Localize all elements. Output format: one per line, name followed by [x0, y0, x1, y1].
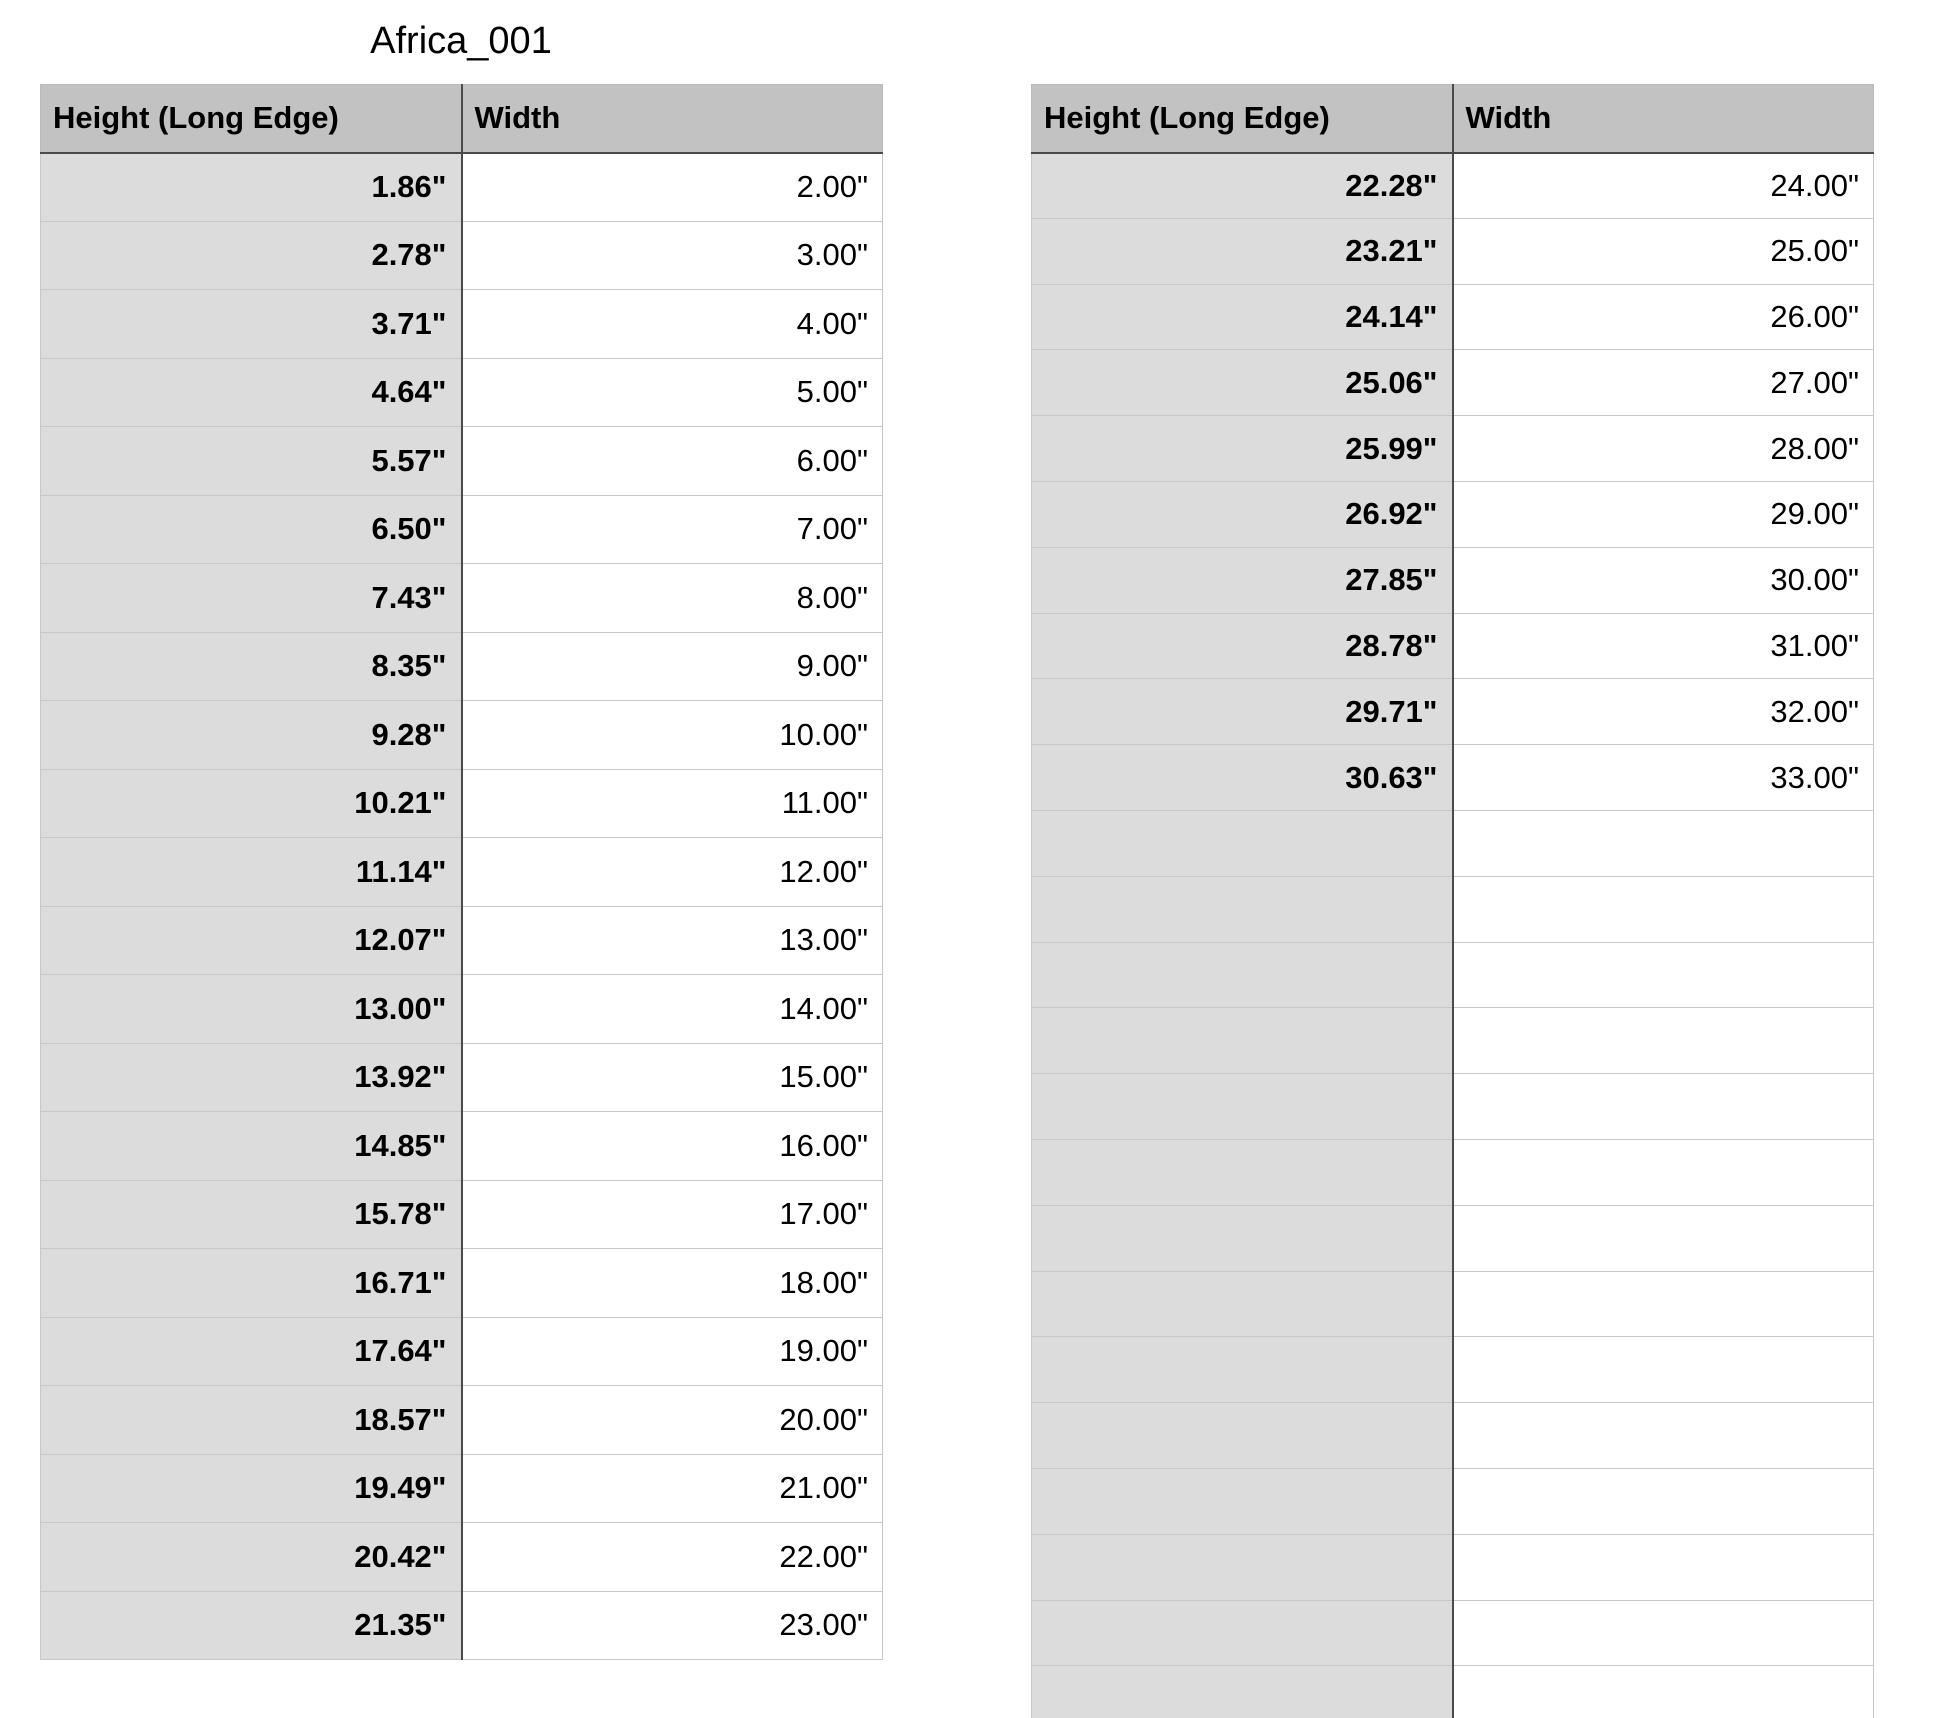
table-row	[1032, 745, 1874, 811]
table-row	[1032, 1600, 1874, 1666]
height-cell[interactable]: 20.42"	[41, 1523, 462, 1592]
width-cell[interactable]: 25.00"	[1453, 218, 1874, 284]
height-cell[interactable]: 1.86"	[41, 153, 462, 222]
height-cell[interactable]	[1032, 876, 1453, 942]
header-height[interactable]: Height (Long Edge)	[1032, 85, 1453, 153]
table-row	[41, 632, 883, 701]
width-cell[interactable]: 18.00"	[462, 1249, 883, 1318]
table-row	[1032, 1205, 1874, 1271]
table-row	[41, 975, 883, 1044]
table-row	[41, 769, 883, 838]
table-row	[1032, 942, 1874, 1008]
table-row	[41, 1317, 883, 1386]
width-cell[interactable]: 10.00"	[462, 701, 883, 770]
width-cell[interactable]	[1453, 1139, 1874, 1205]
table-row	[1032, 1534, 1874, 1600]
width-cell[interactable]: 22.00"	[462, 1523, 883, 1592]
height-cell[interactable]: 30.63"	[1032, 745, 1453, 811]
height-cell[interactable]: 14.85"	[41, 1112, 462, 1181]
width-cell[interactable]: 5.00"	[462, 358, 883, 427]
table-row	[41, 221, 883, 290]
width-cell[interactable]: 32.00"	[1453, 679, 1874, 745]
height-cell[interactable]: 11.14"	[41, 838, 462, 907]
height-cell[interactable]: 7.43"	[41, 564, 462, 633]
height-cell[interactable]: 22.28"	[1032, 153, 1453, 219]
height-cell[interactable]: 5.57"	[41, 427, 462, 496]
table-row	[1032, 810, 1874, 876]
table-row	[41, 153, 883, 222]
table-row	[41, 290, 883, 359]
width-cell[interactable]	[1453, 1600, 1874, 1666]
height-cell[interactable]: 12.07"	[41, 906, 462, 975]
height-cell[interactable]: 24.14"	[1032, 284, 1453, 350]
width-cell[interactable]: 4.00"	[462, 290, 883, 359]
width-cell[interactable]: 26.00"	[1453, 284, 1874, 350]
width-cell[interactable]	[1453, 1534, 1874, 1600]
height-cell[interactable]	[1032, 810, 1453, 876]
height-cell[interactable]: 10.21"	[41, 769, 462, 838]
width-cell[interactable]	[1453, 1205, 1874, 1271]
height-cell[interactable]: 25.99"	[1032, 416, 1453, 482]
width-cell[interactable]: 19.00"	[462, 1317, 883, 1386]
height-cell[interactable]: 13.92"	[41, 1043, 462, 1112]
height-cell[interactable]	[1032, 1008, 1453, 1074]
width-cell[interactable]: 33.00"	[1453, 745, 1874, 811]
table-row	[1032, 613, 1874, 679]
size-table-left	[40, 84, 883, 1660]
header-height[interactable]: Height (Long Edge)	[41, 85, 462, 153]
width-cell[interactable]: 23.00"	[462, 1591, 883, 1660]
table-row	[1032, 1468, 1874, 1534]
height-cell[interactable]: 4.64"	[41, 358, 462, 427]
height-cell[interactable]	[1032, 1534, 1453, 1600]
height-cell[interactable]	[1032, 1205, 1453, 1271]
width-cell[interactable]: 15.00"	[462, 1043, 883, 1112]
height-cell[interactable]: 13.00"	[41, 975, 462, 1044]
table-row	[41, 358, 883, 427]
table-row	[1032, 350, 1874, 416]
width-cell[interactable]	[1453, 942, 1874, 1008]
table-row	[41, 427, 883, 496]
width-cell[interactable]: 3.00"	[462, 221, 883, 290]
table-row	[1032, 218, 1874, 284]
width-cell[interactable]: 6.00"	[462, 427, 883, 496]
width-cell[interactable]: 12.00"	[462, 838, 883, 907]
height-cell[interactable]: 23.21"	[1032, 218, 1453, 284]
table-row	[1032, 481, 1874, 547]
height-cell[interactable]: 6.50"	[41, 495, 462, 564]
table-row	[41, 1386, 883, 1455]
table-row	[1032, 1666, 1874, 1718]
height-cell[interactable]: 29.71"	[1032, 679, 1453, 745]
table-row	[41, 1112, 883, 1181]
height-cell[interactable]: 15.78"	[41, 1180, 462, 1249]
width-cell[interactable]: 7.00"	[462, 495, 883, 564]
height-cell[interactable]: 8.35"	[41, 632, 462, 701]
size-table-right	[1031, 84, 1874, 1718]
height-cell[interactable]: 2.78"	[41, 221, 462, 290]
table-row	[1032, 547, 1874, 613]
height-cell[interactable]	[1032, 1666, 1453, 1718]
header-width[interactable]: Width	[462, 85, 883, 153]
sheet-title: Africa_001	[370, 20, 552, 62]
height-cell[interactable]	[1032, 1468, 1453, 1534]
width-cell[interactable]: 30.00"	[1453, 547, 1874, 613]
table-row	[41, 1591, 883, 1660]
height-cell[interactable]	[1032, 1337, 1453, 1403]
width-cell[interactable]	[1453, 1271, 1874, 1337]
width-cell[interactable]: 21.00"	[462, 1454, 883, 1523]
width-cell[interactable]	[1453, 1008, 1874, 1074]
height-cell[interactable]: 16.71"	[41, 1249, 462, 1318]
width-cell[interactable]: 16.00"	[462, 1112, 883, 1181]
height-cell[interactable]: 25.06"	[1032, 350, 1453, 416]
header-row	[1032, 85, 1874, 153]
header-row	[41, 85, 883, 153]
width-cell[interactable]: 14.00"	[462, 975, 883, 1044]
height-cell[interactable]: 27.85"	[1032, 547, 1453, 613]
table-row	[41, 1454, 883, 1523]
width-cell[interactable]: 17.00"	[462, 1180, 883, 1249]
height-cell[interactable]	[1032, 1139, 1453, 1205]
table-row	[41, 1249, 883, 1318]
height-cell[interactable]: 3.71"	[41, 290, 462, 359]
table-row	[1032, 416, 1874, 482]
width-cell[interactable]: 9.00"	[462, 632, 883, 701]
width-cell[interactable]	[1453, 1403, 1874, 1469]
width-cell[interactable]: 8.00"	[462, 564, 883, 633]
height-cell[interactable]	[1032, 1600, 1453, 1666]
width-cell[interactable]	[1453, 1666, 1874, 1718]
table-row	[1032, 1403, 1874, 1469]
width-cell[interactable]: 2.00"	[462, 153, 883, 222]
width-cell[interactable]: 11.00"	[462, 769, 883, 838]
table-row	[41, 495, 883, 564]
width-cell[interactable]: 24.00"	[1453, 153, 1874, 219]
table-row	[41, 1523, 883, 1592]
width-cell[interactable]: 20.00"	[462, 1386, 883, 1455]
table-row	[41, 701, 883, 770]
table-row	[41, 906, 883, 975]
table-row	[41, 1043, 883, 1112]
table-row	[1032, 1139, 1874, 1205]
table-row	[1032, 1271, 1874, 1337]
height-cell[interactable]	[1032, 1074, 1453, 1140]
width-cell[interactable]: 29.00"	[1453, 481, 1874, 547]
width-cell[interactable]	[1453, 1468, 1874, 1534]
width-cell[interactable]	[1453, 1337, 1874, 1403]
height-cell[interactable]	[1032, 942, 1453, 1008]
height-cell[interactable]	[1032, 1271, 1453, 1337]
height-cell[interactable]	[1032, 1403, 1453, 1469]
table-body	[1032, 153, 1874, 1718]
width-cell[interactable]: 13.00"	[462, 906, 883, 975]
table-body	[41, 153, 883, 1660]
width-cell[interactable]	[1453, 1074, 1874, 1140]
table-row	[41, 564, 883, 633]
height-cell[interactable]: 9.28"	[41, 701, 462, 770]
height-cell[interactable]: 18.57"	[41, 1386, 462, 1455]
table-row	[1032, 1008, 1874, 1074]
width-cell[interactable]	[1453, 810, 1874, 876]
table-row	[1032, 679, 1874, 745]
width-cell[interactable]	[1453, 876, 1874, 942]
width-cell[interactable]: 28.00"	[1453, 416, 1874, 482]
header-width[interactable]: Width	[1453, 85, 1874, 153]
height-cell[interactable]: 19.49"	[41, 1454, 462, 1523]
table-row	[1032, 1074, 1874, 1140]
table-row	[1032, 1337, 1874, 1403]
table-row	[1032, 153, 1874, 219]
table-row	[41, 1180, 883, 1249]
height-cell[interactable]: 26.92"	[1032, 481, 1453, 547]
width-cell[interactable]: 31.00"	[1453, 613, 1874, 679]
table-row	[41, 838, 883, 907]
table-row	[1032, 284, 1874, 350]
width-cell[interactable]: 27.00"	[1453, 350, 1874, 416]
height-cell[interactable]: 28.78"	[1032, 613, 1453, 679]
table-row	[1032, 876, 1874, 942]
height-cell[interactable]: 21.35"	[41, 1591, 462, 1660]
height-cell[interactable]: 17.64"	[41, 1317, 462, 1386]
